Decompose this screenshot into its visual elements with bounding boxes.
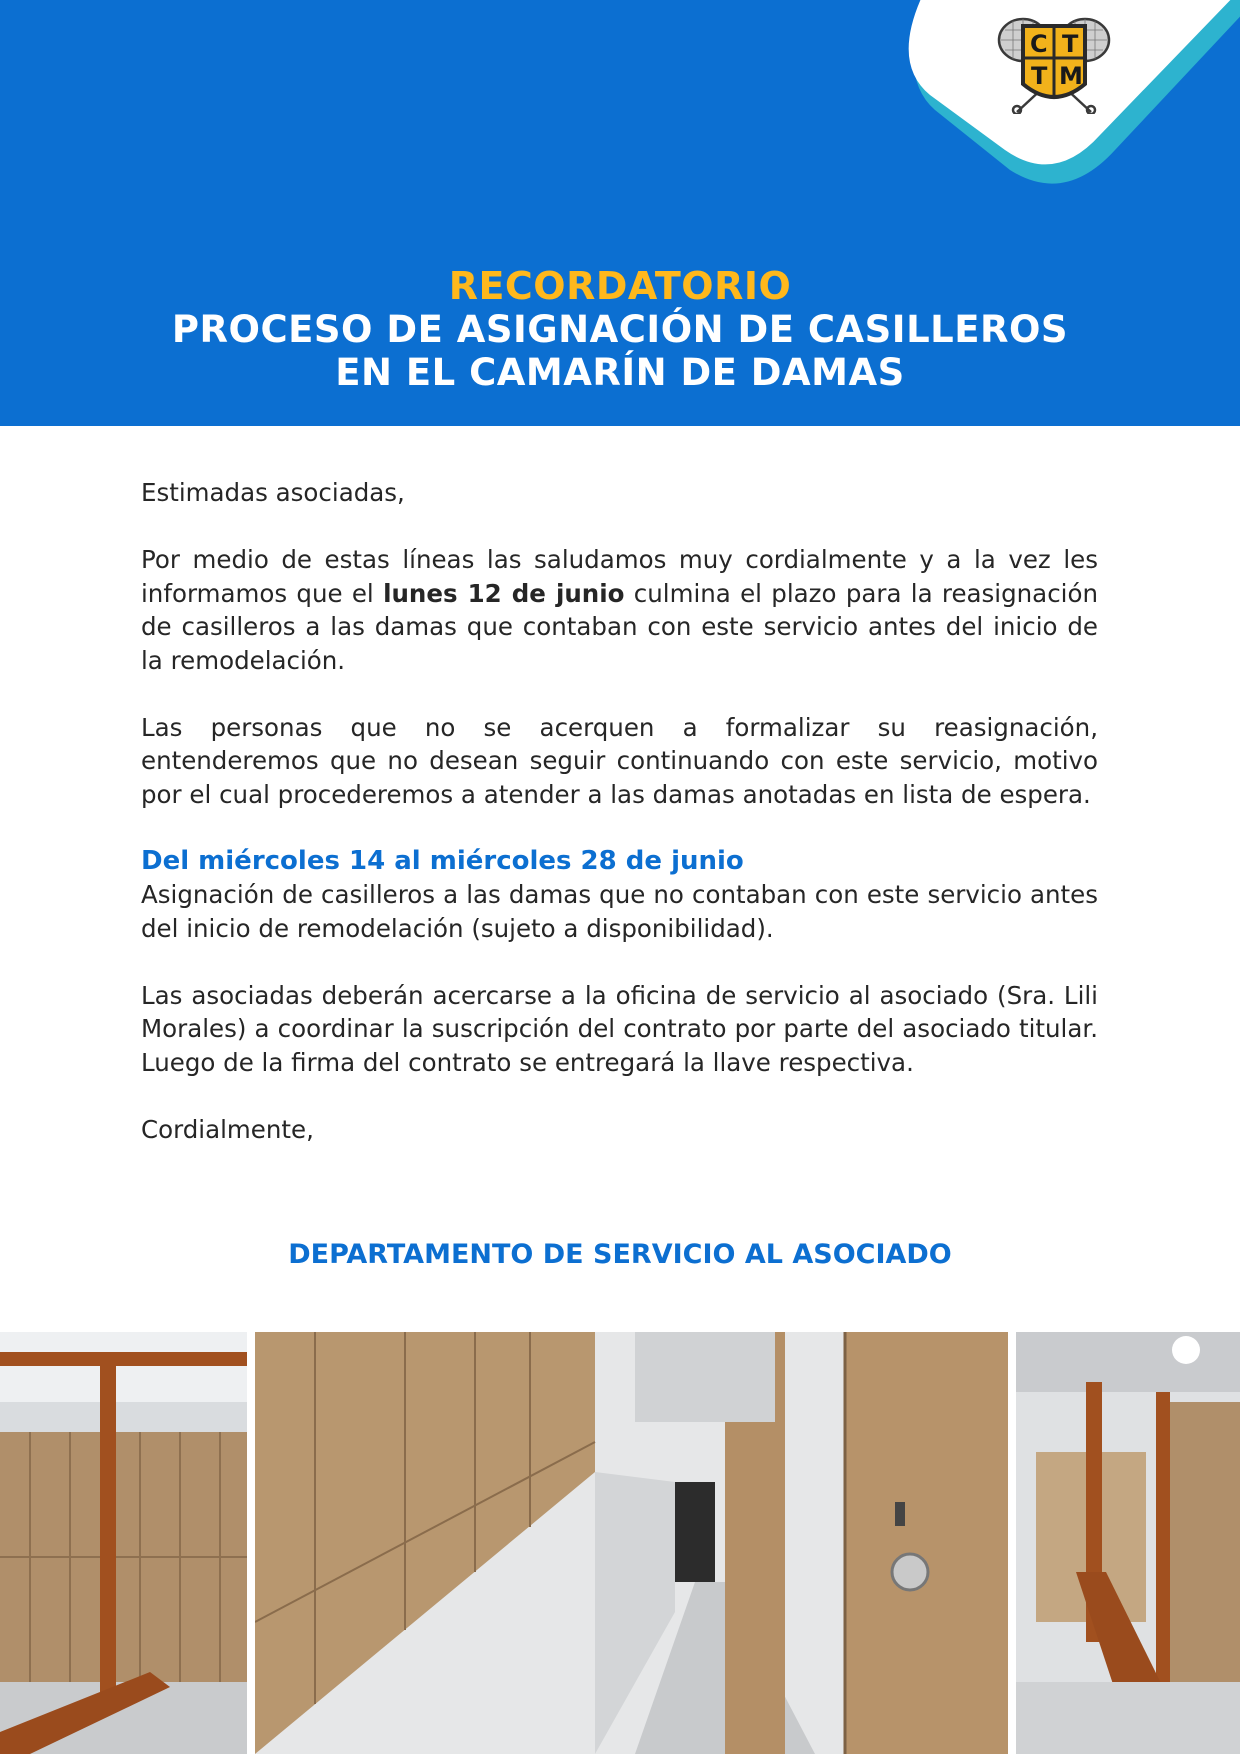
locker-room-photo-1 xyxy=(0,1332,247,1754)
signature-department: DEPARTAMENTO DE SERVICIO AL ASOCIADO xyxy=(288,1239,952,1270)
paragraph-4: Las asociadas deberán acercarse a la oficina de servicio al asociado (Sra. Lili Morales) a coordinar la suscripción del contrato por parte del asociado titular. Luego de la firma del contrato se entregará la llave respectiva. xyxy=(141,980,1098,1077)
paragraph-3: Asignación de casilleros a las damas que no contaban con este servicio antes del inicio de remodelación (sujeto a disponibilidad). xyxy=(141,880,1098,943)
logo-letter-m: M xyxy=(1059,62,1083,90)
locker-room-photo-2 xyxy=(255,1332,1008,1754)
date-range-heading: Del miércoles 14 al miércoles 28 de junio xyxy=(141,845,744,876)
club-logo xyxy=(995,14,1113,114)
closing: Cordialmente, xyxy=(141,1114,314,1144)
title-line-1: PROCESO DE ASIGNACIÓN DE CASILLEROS xyxy=(171,308,1069,351)
paragraph-2: Las personas que no se acerquen a formalizar su reasignación, entenderemos que no desean seguir continuando con este servicio, motivo por el cual procederemos a atender a las damas anotadas en lista de espera. xyxy=(141,712,1098,809)
letter-body xyxy=(141,476,1098,1146)
paragraph-1-start: Por medio de estas líneas las saludamos muy cordialmente y a la vez les informamos que el xyxy=(141,545,1098,608)
header-banner xyxy=(0,0,1240,426)
logo-letter-c: C xyxy=(1030,30,1048,58)
title-line-2: EN EL CAMARÍN DE DAMAS xyxy=(335,351,905,394)
locker-room-photo-3 xyxy=(1016,1332,1240,1754)
paragraph-1-end: culmina el plazo para la reasignación de casilleros a las damas que contaban con este servicio antes del inicio de la remodelación. xyxy=(141,578,1098,675)
logo-letter-t2: T xyxy=(1031,62,1048,90)
title-kicker: RECORDATORIO xyxy=(448,264,792,308)
logo-letter-t1: T xyxy=(1062,30,1079,58)
locker-photo-strip xyxy=(0,1332,1240,1754)
greeting: Estimadas asociadas, xyxy=(141,478,405,507)
paragraph-1 xyxy=(141,543,1098,677)
deadline-date: lunes 12 de junio xyxy=(383,578,625,608)
page-title xyxy=(0,264,1240,394)
